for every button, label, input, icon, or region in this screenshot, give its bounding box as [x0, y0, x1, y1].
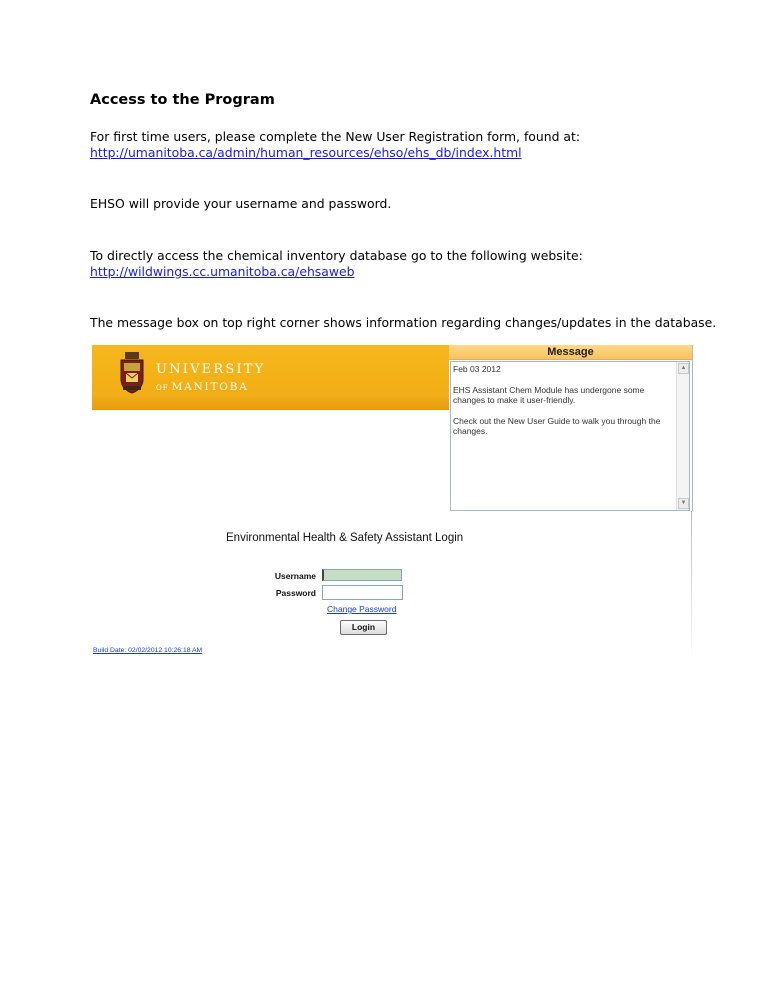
message-scrollbar[interactable] — [676, 362, 689, 510]
registration-link-line — [90, 145, 522, 161]
university-crest-icon — [117, 351, 147, 395]
message-header: Message — [449, 345, 692, 360]
message-box[interactable] — [450, 361, 690, 511]
login-button[interactable]: Login — [340, 620, 387, 635]
message-panel — [449, 345, 693, 511]
database-link[interactable]: http://wildwings.cc.umanitoba.ca/ehsaweb — [90, 264, 355, 279]
message-line-1: EHS Assistant Chem Module has undergone some changes to make it user-friendly. — [453, 384, 645, 405]
registration-link[interactable]: http://umanitoba.ca/admin/human_resources/ehso/ehs_db/index.html — [90, 145, 522, 160]
university-place: MANITOBA — [171, 381, 249, 393]
message-date: Feb 03 2012 — [453, 364, 501, 374]
message-box-paragraph: The message box on top right corner shows information regarding changes/updates in the database. — [90, 315, 717, 330]
scroll-up-icon[interactable]: ▲ — [678, 363, 689, 374]
banner-stripe — [92, 393, 449, 409]
login-title: Environmental Health & Safety Assistant Login — [226, 532, 464, 544]
password-input[interactable] — [322, 585, 403, 600]
message-content — [453, 364, 675, 447]
university-of: OF — [156, 384, 169, 392]
password-label: Password — [275, 588, 316, 598]
login-page-screenshot — [92, 345, 693, 661]
username-input[interactable] — [322, 569, 402, 581]
university-banner — [92, 345, 449, 410]
intro-paragraph: For first time users, please complete the New User Registration form, found at: — [90, 129, 581, 144]
screenshot-edge-divider — [691, 511, 692, 661]
username-label: Username — [274, 571, 316, 581]
access-paragraph: To directly access the chemical inventory database go to the following website: — [90, 248, 583, 263]
section-heading: Access to the Program — [90, 92, 275, 108]
university-subtitle — [156, 381, 249, 393]
credentials-paragraph: EHSO will provide your username and password. — [90, 196, 392, 211]
university-name: UNIVERSITY — [156, 362, 266, 377]
scroll-down-icon[interactable]: ▼ — [678, 498, 689, 509]
build-date-link[interactable]: Build Date: 02/02/2012 10:26:18 AM — [93, 647, 203, 654]
database-link-line — [90, 264, 354, 280]
change-password-link[interactable]: Change Password — [327, 604, 397, 614]
message-line-2: Check out the New User Guide to walk you through the changes. — [453, 415, 661, 436]
